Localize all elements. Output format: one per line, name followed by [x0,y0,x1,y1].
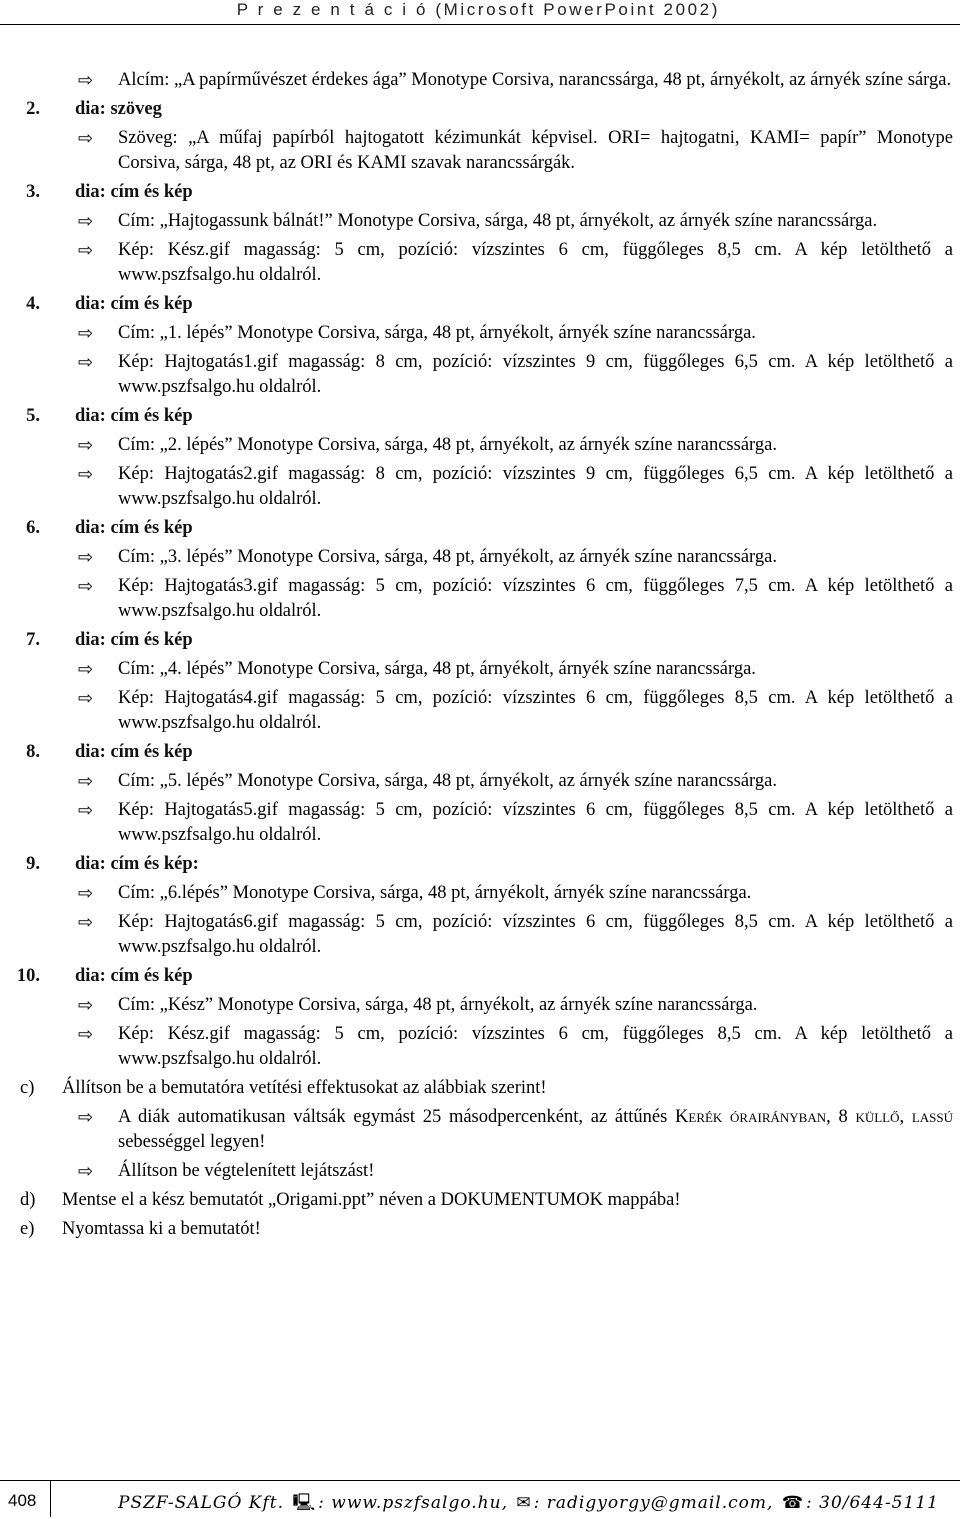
page-number-box [0,1481,51,1517]
right-arrow-icon: ⇨ [78,771,94,791]
slide-number: 9. [26,854,40,874]
right-arrow-icon: ⇨ [78,995,94,1015]
slide-number: 8. [26,742,40,762]
list-item-text: Cím: „3. lépés” Monotype Corsiva, sárga, 48 pt, árnyékolt, az árnyék színe narancssárga. [118,547,777,567]
slide-number: 6. [26,518,40,538]
right-arrow-icon: ⇨ [78,211,94,231]
right-arrow-icon: ⇨ [78,70,94,90]
list-item-text: Cím: „5. lépés” Monotype Corsiva, sárga, 48 pt, árnyékolt, az árnyék színe narancssárga. [118,771,777,791]
slide-heading-label: dia: cím és kép: [75,854,199,874]
right-arrow-icon: ⇨ [78,659,94,679]
list-item-text: Kép: Hajtogatás4.gif magasság: 5 cm, pozíció: vízszintes 6 cm, függőleges 8,5 cm. A kép letölthető a www.pszfsalgo.hu oldalról. [118,688,953,733]
slide-heading-label: dia: cím és kép [75,518,193,538]
list-item-text: Kép: Hajtogatás3.gif magasság: 5 cm, pozíció: vízszintes 6 cm, függőleges 7,5 cm. A kép letölthető a www.pszfsalgo.hu oldalról. [118,576,953,621]
text-run: A diák automatikusan váltsák egymást 25 másodpercenként, az áttűnés [118,1107,676,1127]
task-letter: c) [20,1078,35,1098]
list-item [0,238,960,288]
page-footer [0,1480,960,1517]
footer-phone: : 30/644-5111 [806,1493,939,1513]
slide-number: 10. [16,966,40,986]
slide-heading [0,97,960,122]
list-item-text: Kép: Hajtogatás6.gif magasság: 5 cm, pozíció: vízszintes 6 cm, függőleges 8,5 cm. A kép letölthető a www.pszfsalgo.hu oldalról. [118,912,953,957]
slide-heading-label: dia: cím és kép [75,182,193,202]
slide-heading-label: dia: szöveg [75,99,162,119]
list-item [0,1022,960,1072]
right-arrow-icon: ⇨ [78,1107,94,1127]
list-item-text: Cím: „Kész” Monotype Corsiva, sárga, 48 pt, árnyékolt, az árnyék színe narancssárga. [118,995,758,1015]
document-body [0,68,960,1246]
right-arrow-icon: ⇨ [78,435,94,455]
slide-heading-label: dia: cím és kép [75,406,193,426]
list-item [0,657,960,682]
task-item [0,1188,960,1213]
list-item [0,881,960,906]
right-arrow-icon: ⇨ [78,912,94,932]
slide-heading-label: dia: cím és kép [75,742,193,762]
text-run: Kerék órairányban [675,1107,827,1127]
list-item [0,321,960,346]
list-item-text: Cím: „Hajtogassunk bálnát!” Monotype Corsiva, sárga, 48 pt, árnyékolt, az árnyék színe narancssárga. [118,211,878,231]
right-arrow-icon: ⇨ [78,688,94,708]
footer-web: : www.pszfsalgo.hu, [318,1493,508,1513]
right-arrow-icon: ⇨ [78,547,94,567]
slide-heading [0,180,960,205]
list-item [0,993,960,1018]
footer-contact [118,1490,939,1519]
list-item [0,769,960,794]
text-run: sebességgel legyen! [118,1132,266,1152]
slide-heading-label: dia: cím és kép [75,630,193,650]
list-item [0,1159,960,1184]
right-arrow-icon: ⇨ [78,1161,94,1181]
right-arrow-icon: ⇨ [78,883,94,903]
list-item [0,68,960,93]
task-text: Nyomtassa ki a bemutatót! [62,1219,261,1239]
task-letter: e) [20,1219,35,1239]
slide-heading [0,964,960,989]
list-item [0,910,960,960]
slide-number: 4. [26,294,40,314]
slide-number: 3. [26,182,40,202]
slide-heading [0,740,960,765]
right-arrow-icon: ⇨ [78,128,94,148]
list-item-text: Kép: Hajtogatás2.gif magasság: 8 cm, pozíció: vízszintes 9 cm, függőleges 6,5 cm. A kép letölthető a www.pszfsalgo.hu oldalról. [118,464,953,509]
slide-number: 5. [26,406,40,426]
list-item [0,545,960,570]
list-item [0,350,960,400]
envelope-icon: ✉ [516,1493,532,1513]
slide-heading [0,852,960,877]
slide-heading-label: dia: cím és kép [75,294,193,314]
right-arrow-icon: ⇨ [78,464,94,484]
page-header [0,0,960,25]
slide-heading-label: dia: cím és kép [75,966,193,986]
text-run: küllő, lassú [855,1107,954,1127]
task-item [0,1217,960,1242]
text-run: , 8 [826,1107,856,1127]
list-item-text: Szöveg: „A műfaj papírból hajtogatott kézimunkát képvisel. ORI= hajtogatni, KAMI= papír” Monotype Corsiva, sárga, 48 pt, az ORI és KAMI szavak narancssárgák. [118,128,953,173]
page-number: 408 [8,1491,37,1510]
slide-heading [0,292,960,317]
slide-number: 7. [26,630,40,650]
slide-heading [0,628,960,653]
list-item [0,462,960,512]
header-title: P r e z e n t á c i ó (Microsoft PowerPoint 2002) [236,0,720,19]
task-text: Állítson be a bemutatóra vetítési effektusokat az alábbiak szerint! [62,1078,547,1098]
list-item-text: Kép: Hajtogatás1.gif magasság: 8 cm, pozíció: vízszintes 9 cm, függőleges 6,5 cm. A kép letölthető a www.pszfsalgo.hu oldalról. [118,352,953,397]
list-item [0,433,960,458]
right-arrow-icon: ⇨ [78,1024,94,1044]
right-arrow-icon: ⇨ [78,352,94,372]
list-item-text: Cím: „4. lépés” Monotype Corsiva, sárga, 48 pt, árnyékolt, árnyék színe narancssárga. [118,659,756,679]
list-item-text: Cím: „2. lépés” Monotype Corsiva, sárga, 48 pt, árnyékolt, az árnyék színe narancssárga. [118,435,777,455]
list-item [0,686,960,736]
list-item-text: Kép: Kész.gif magasság: 5 cm, pozíció: vízszintes 6 cm, függőleges 8,5 cm. A kép letölthető a www.pszfsalgo.hu oldalról. [118,1024,953,1069]
right-arrow-icon: ⇨ [78,800,94,820]
list-item [0,126,960,176]
computer-icon: 🖳 [292,1493,317,1513]
footer-email: : radigyorgy@gmail.com, [533,1493,774,1513]
list-item-text [118,1105,953,1155]
list-item-text: Állítson be végtelenített lejátszást! [118,1161,375,1181]
list-item-text: Cím: „1. lépés” Monotype Corsiva, sárga, 48 pt, árnyékolt, árnyék színe narancssárga. [118,323,756,343]
list-item-text: Kép: Hajtogatás5.gif magasság: 5 cm, pozíció: vízszintes 6 cm, függőleges 8,5 cm. A kép letölthető a www.pszfsalgo.hu oldalról. [118,800,953,845]
list-item-text: Kép: Kész.gif magasság: 5 cm, pozíció: vízszintes 6 cm, függőleges 8,5 cm. A kép letölthető a www.pszfsalgo.hu oldalról. [118,240,953,285]
slide-heading [0,404,960,429]
list-item-text: Cím: „6.lépés” Monotype Corsiva, sárga, 48 pt, árnyékolt, árnyék színe narancssárga. [118,883,752,903]
task-item [0,1076,960,1101]
slide-number: 2. [26,99,40,119]
task-text: Mentse el a kész bemutatót „Origami.ppt” néven a DOKUMENTUMOK mappába! [62,1190,681,1210]
list-item [0,798,960,848]
company-name: PSZF-SALGÓ Kft. [118,1493,285,1513]
list-item [0,574,960,624]
right-arrow-icon: ⇨ [78,240,94,260]
telephone-icon: ☎ [781,1493,804,1513]
right-arrow-icon: ⇨ [78,323,94,343]
task-letter: d) [20,1190,36,1210]
list-item [0,209,960,234]
right-arrow-icon: ⇨ [78,576,94,596]
list-item [0,1105,960,1155]
list-item-text: Alcím: „A papírművészet érdekes ága” Monotype Corsiva, narancssárga, 48 pt, árnyékolt, az árnyék színe sárga. [118,70,952,90]
slide-heading [0,516,960,541]
